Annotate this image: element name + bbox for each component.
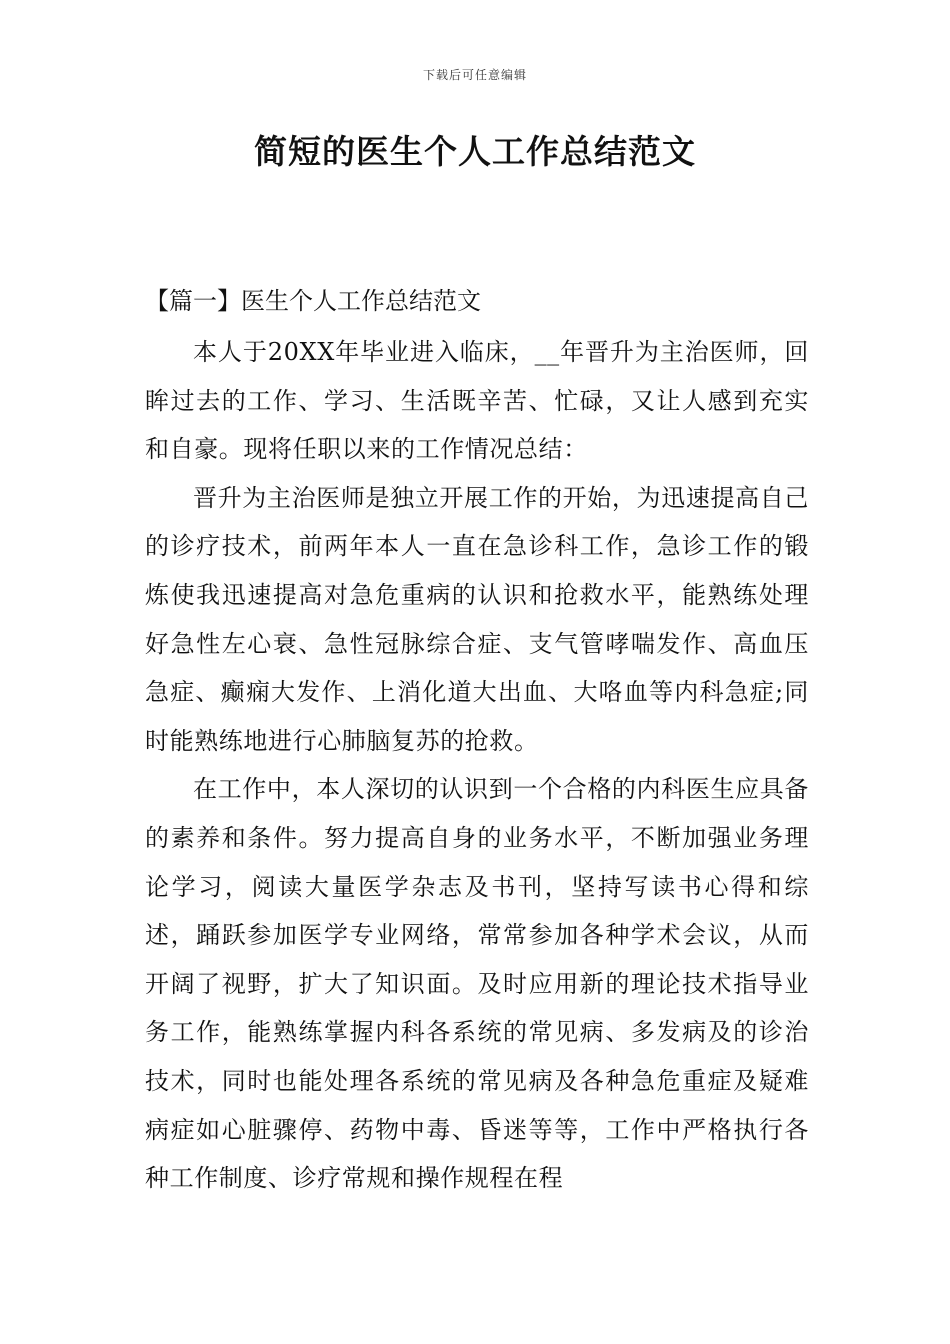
section-heading: 【篇一】医生个人工作总结范文 (145, 287, 481, 315)
header-note: 下载后可任意编辑 (422, 68, 527, 82)
paragraph: 晋升为主治医师是独立开展工作的开始，为迅速提高自己的诊疗技术，前两年本人一直在急诊科工作，急诊工作的锻炼使我迅速提高对急危重病的认识和抢救水平，能熟练处理好急性左心衰、急性冠脉综合症、支气管哮喘发作、高血压急症、癫痫大发作、上消化道大出血、大咯血等内科急症;同时能熟练地进行心肺脑复苏的抢救。 (145, 483, 809, 755)
document-title: 简短的医生个人工作总结范文 (254, 132, 696, 171)
document-body (145, 328, 809, 1203)
paragraph: 本人于20XX年毕业进入临床，__年晋升为主治医师，回眸过去的工作、学习、生活既辛苦、忙碌，又让人感到充实和自豪。现将任职以来的工作情况总结： (145, 338, 809, 464)
paragraph: 在工作中，本人深切的认识到一个合格的内科医生应具备的素养和条件。努力提高自身的业务水平，不断加强业务理论学习，阅读大量医学杂志及书刊，坚持写读书心得和综述，踊跃参加医学专业网络，常常参加各种学术会议，从而开阔了视野，扩大了知识面。及时应用新的理论技术指导业务工作，能熟练掌握内科各系统的常见病、多发病及的诊治技术，同时也能处理各系统的常见病及各种急危重症及疑难病症如心脏骤停、药物中毒、昏迷等等，工作中严格执行各种工作制度、诊疗常规和操作规程在程 (145, 775, 809, 1193)
